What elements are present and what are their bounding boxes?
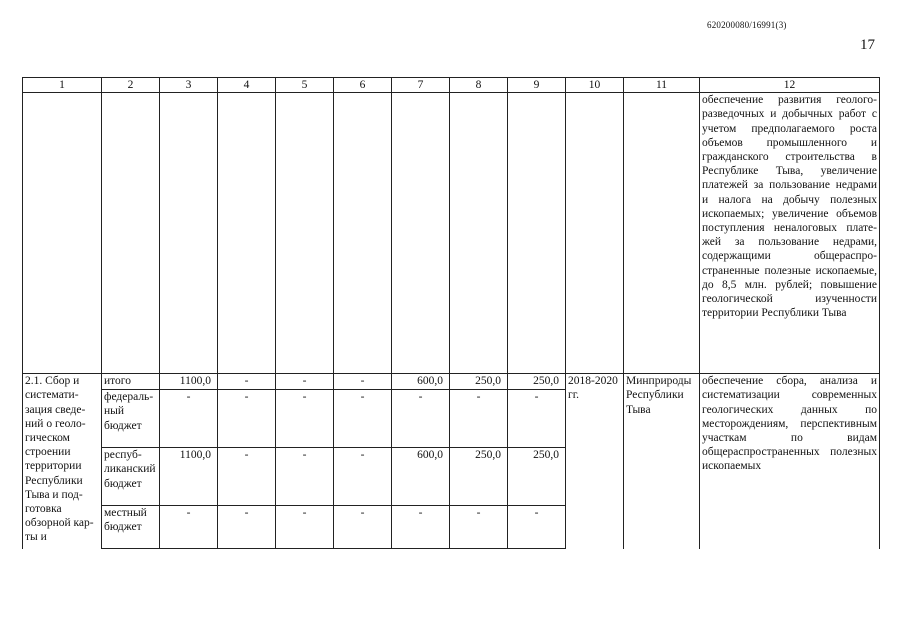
funding-source: республиканский бюджет xyxy=(102,448,160,506)
column-header: 1 xyxy=(23,78,102,93)
column-header: 10 xyxy=(566,78,624,93)
funding-source: федеральный бюджет xyxy=(102,390,160,448)
column-header: 9 xyxy=(508,78,566,93)
table-row: местный бюджет - - - - - - - xyxy=(23,506,880,549)
column-header: 2 xyxy=(102,78,160,93)
column-header: 3 xyxy=(160,78,218,93)
measure-title: 2.1. Сбор и систематизация сведений о геологическом строении территории Республики Тыва и подготовка обзорной карты и xyxy=(23,374,102,549)
funding-source: местный бюджет xyxy=(102,506,160,549)
responsible-executor: Минприроды Республики Тыва xyxy=(624,374,700,549)
document-id: 620200080/16991(3) xyxy=(707,20,787,30)
table-row: республиканский бюджет 1100,0 - - - 600,0 250,0 250,0 xyxy=(23,448,880,506)
page-number: 17 xyxy=(860,37,875,53)
table-row: федеральный бюджет - - - - - - - xyxy=(23,390,880,448)
column-header: 7 xyxy=(392,78,450,93)
column-header: 6 xyxy=(334,78,392,93)
column-header: 12 xyxy=(700,78,880,93)
expected-results-continued: обеспечение развития геологоразведочных и добычных работ с учетом предполагаемого роста объемов промышленного и гражданского строительства в Республике Тыва, увеличение платежей за пользование недрами и налога на добычу полезных ископаемых; увеличение объемов поступления неналоговых платежей за пользование недрами, содержащими общераспространенные полезные ископаемые, до 8,5 млн. рублей; повышение геологической изученности территории Республики Тыва xyxy=(700,93,880,374)
column-header: 5 xyxy=(276,78,334,93)
funding-source: итого xyxy=(102,374,160,390)
table-row: 2.1. Сбор и систематизация сведений о геологическом строении территории Республики Тыва и подготовка обзорной карты и итого 1100,0 - - - 600,0 250,0 250,0 2018-2020 гг. Минприроды Республики Тыва обеспечение сбора, анализа и систематизации современных геологических данных по месторождениям, перспективным участкам по видам общераспространенных полезных ископаемых xyxy=(23,374,880,390)
continuation-row xyxy=(23,93,880,374)
expected-results: обеспечение сбора, анализа и систематизации современных геологических данных по месторождениям, перспективным участкам по видам общераспространенных полезных ископаемых xyxy=(700,374,880,549)
column-header: 4 xyxy=(218,78,276,93)
implementation-period: 2018-2020 гг. xyxy=(566,374,624,549)
column-number-row xyxy=(23,78,880,93)
column-header: 8 xyxy=(450,78,508,93)
measures-table xyxy=(22,77,880,549)
column-header: 11 xyxy=(624,78,700,93)
